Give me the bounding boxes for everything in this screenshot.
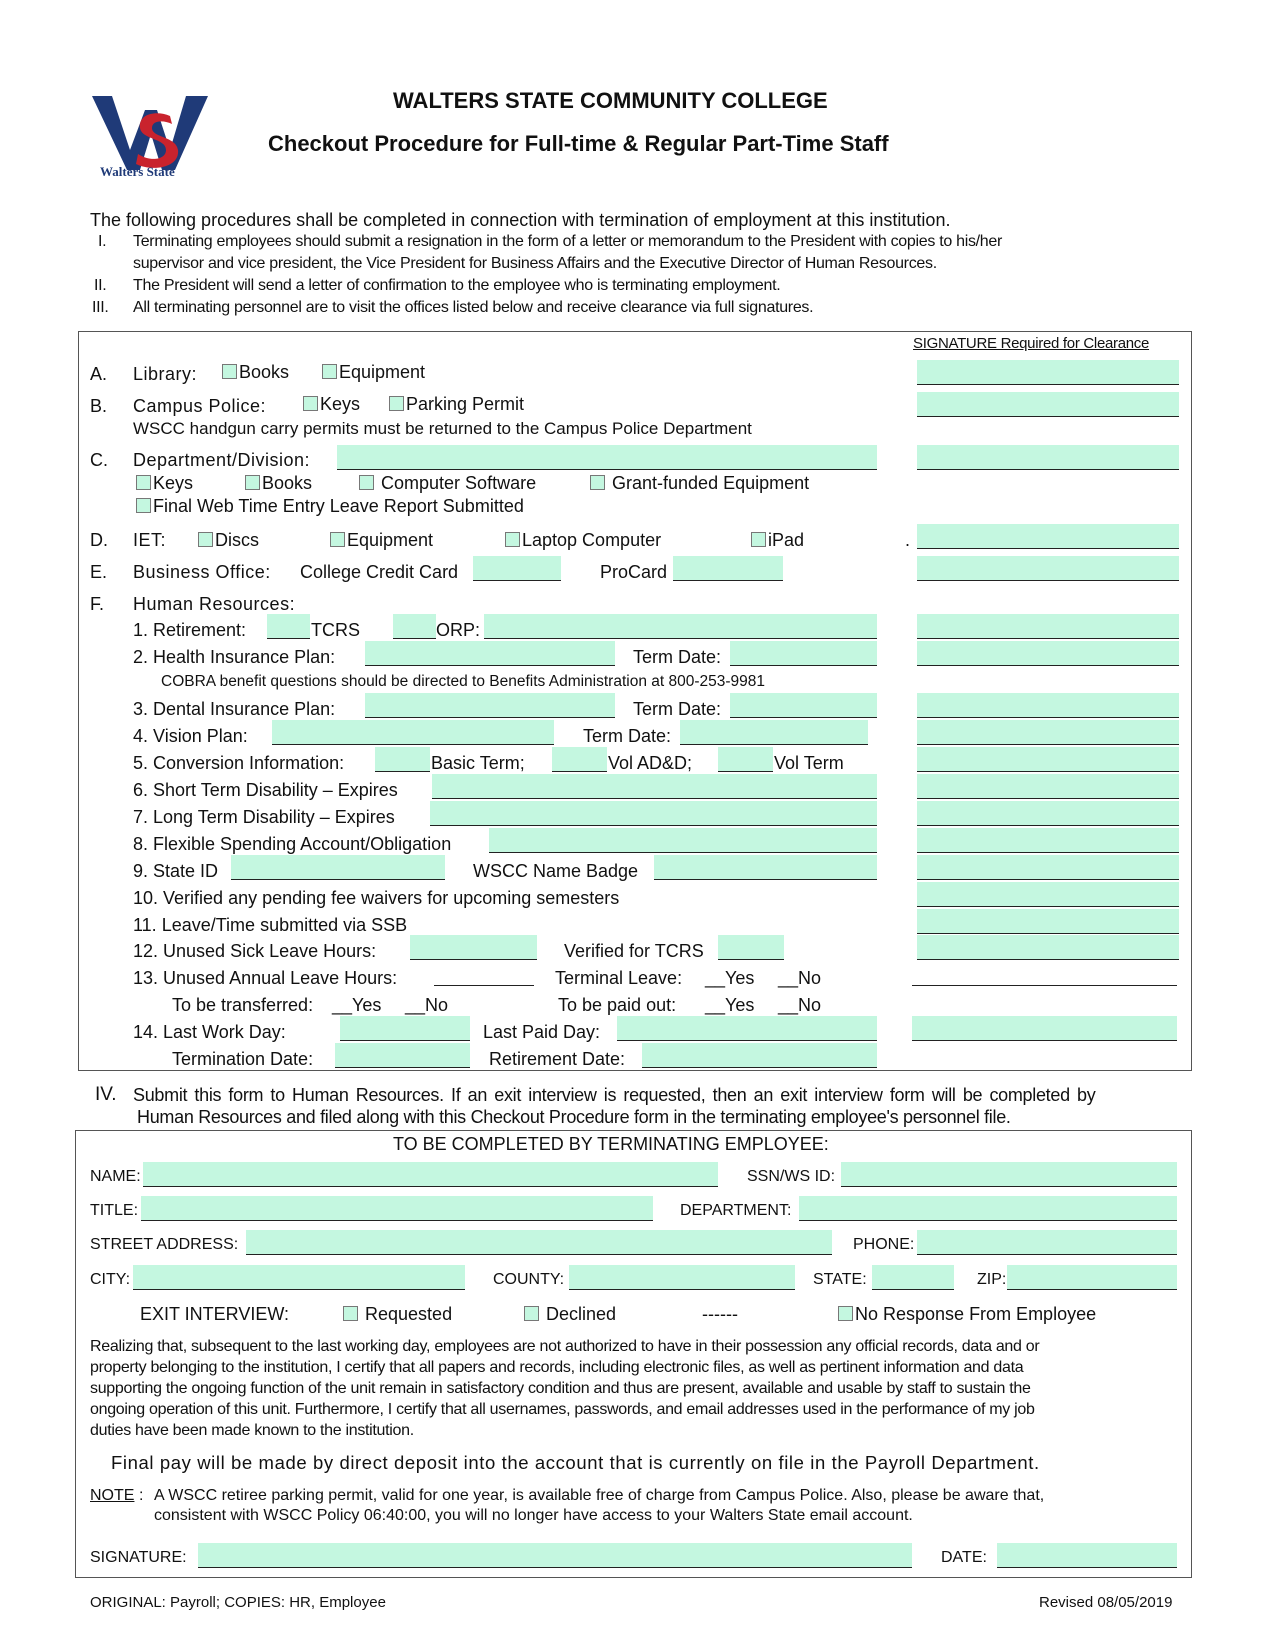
- health-plan-field[interactable]: [365, 641, 615, 666]
- dept-software-option[interactable]: [359, 473, 536, 494]
- option-label: Laptop Computer: [522, 530, 662, 550]
- paid-out-no[interactable]: [778, 995, 821, 1016]
- library-books-option[interactable]: [222, 362, 289, 383]
- logo-caption: Walters State: [100, 164, 175, 179]
- sick-leave-field[interactable]: [410, 935, 537, 960]
- vision-term-field[interactable]: [680, 720, 868, 745]
- row-A-letter: A.: [90, 364, 108, 384]
- exit-no-response-option[interactable]: [838, 1304, 1096, 1325]
- option-label: Final Web Time Entry Leave Report Submitted: [153, 496, 524, 516]
- state-id-field[interactable]: [231, 855, 445, 880]
- signature-conversion[interactable]: [917, 747, 1179, 772]
- option-label: Books: [239, 362, 290, 382]
- transferred-no[interactable]: [405, 995, 448, 1016]
- option-label: Computer Software: [381, 473, 537, 493]
- checkbox[interactable]: [524, 1306, 539, 1321]
- orp-label: ORP:: [436, 620, 481, 640]
- checkbox[interactable]: [359, 475, 374, 490]
- county-field[interactable]: [569, 1265, 795, 1290]
- row-C-label: Department/Division:: [133, 450, 311, 470]
- final-pay-note: Final pay will be made by direct deposit into the account that is currently on file in the Payroll Department.: [111, 1452, 1040, 1473]
- title-label: TITLE:: [90, 1202, 139, 1219]
- signature-sick-leave[interactable]: [917, 935, 1179, 960]
- signature-police[interactable]: [917, 392, 1179, 417]
- employee-heading: TO BE COMPLETED BY TERMINATING EMPLOYEE:: [393, 1134, 829, 1154]
- procard-label: ProCard: [600, 562, 668, 582]
- employee-date-field[interactable]: [997, 1543, 1177, 1568]
- no-label: No: [425, 995, 449, 1015]
- note-line-2: consistent with WSCC Policy 06:40:00, you will no longer have access to your Walters State email account.: [154, 1507, 913, 1524]
- police-parking-option[interactable]: [389, 394, 524, 415]
- exit-declined-option[interactable]: [524, 1304, 616, 1325]
- signature-dental[interactable]: [917, 693, 1179, 718]
- signature-id[interactable]: [917, 855, 1179, 880]
- credit-card-field[interactable]: [473, 556, 561, 581]
- orp-field[interactable]: [484, 614, 877, 639]
- signature-last-day[interactable]: [912, 1016, 1177, 1041]
- option-label: iPad: [768, 530, 805, 550]
- name-field[interactable]: [143, 1162, 718, 1187]
- row-B-label: Campus Police:: [133, 396, 267, 416]
- tcrs-label: TCRS: [311, 620, 360, 640]
- ssn-field[interactable]: [841, 1162, 1177, 1187]
- vol-add-label: Vol AD&D;: [608, 753, 693, 773]
- transferred-yes[interactable]: [332, 995, 381, 1016]
- dept-keys-option[interactable]: [136, 473, 193, 494]
- yes-label: Yes: [725, 995, 755, 1015]
- dental-term-label: Term Date:: [633, 699, 722, 719]
- date-label: DATE:: [941, 1549, 987, 1566]
- checkbox[interactable]: [136, 475, 151, 490]
- signature-std[interactable]: [917, 774, 1179, 799]
- item-I-num: I.: [98, 233, 107, 250]
- blank: __: [332, 995, 353, 1015]
- iet-discs-option[interactable]: [198, 530, 259, 551]
- last-paid-day-field[interactable]: [617, 1016, 877, 1041]
- no-label: No: [798, 995, 822, 1015]
- note-line-1: A WSCC retiree parking permit, valid for one year, is available free of charge from Campus Police. Also, please be aware that,: [154, 1487, 1045, 1504]
- std-label: 6. Short Term Disability – Expires: [133, 780, 398, 800]
- dept-books-option[interactable]: [245, 473, 312, 494]
- basic-term-label: Basic Term;: [431, 753, 525, 773]
- option-label: Grant-funded Equipment: [612, 473, 810, 493]
- department-field[interactable]: [799, 1196, 1177, 1221]
- note-label: NOTE: [90, 1487, 135, 1504]
- signature-business[interactable]: [917, 556, 1179, 581]
- form-title: Checkout Procedure for Full-time & Regular Part-Time Staff: [268, 131, 889, 156]
- dental-label: 3. Dental Insurance Plan:: [133, 699, 336, 719]
- iet-laptop-option[interactable]: [505, 530, 661, 551]
- option-label: Requested: [365, 1304, 453, 1324]
- checkbox[interactable]: [505, 532, 520, 547]
- checkbox[interactable]: [136, 498, 151, 513]
- verified-tcrs-label: Verified for TCRS: [564, 941, 704, 961]
- row-C-letter: C.: [90, 450, 108, 470]
- dental-plan-field[interactable]: [365, 693, 615, 718]
- option-label: Parking Permit: [406, 394, 525, 414]
- option-label: Books: [262, 473, 313, 493]
- option-label: Equipment: [347, 530, 434, 550]
- option-label: Keys: [320, 394, 361, 414]
- zip-field[interactable]: [1007, 1265, 1177, 1290]
- signature-ltd[interactable]: [917, 801, 1179, 826]
- cobra-note: COBRA benefit questions should be directed to Benefits Administration at 800-253-9981: [161, 673, 766, 690]
- item-I-line1: Terminating employees should submit a resignation in the form of a letter or memorandum to the President with copies to his/her: [133, 233, 1003, 250]
- fsa-field[interactable]: [489, 828, 877, 853]
- orp-check-field[interactable]: [393, 614, 436, 639]
- row-A-label: Library:: [133, 364, 198, 384]
- item-IV-num: IV.: [95, 1084, 117, 1105]
- signature-fsa[interactable]: [917, 828, 1179, 853]
- dept-grant-option[interactable]: [590, 473, 809, 494]
- iet-dot: .: [905, 530, 911, 550]
- transferred-label: To be transferred:: [172, 995, 314, 1015]
- terminal-leave-label: Terminal Leave:: [555, 968, 683, 988]
- row-F-label: Human Resources:: [133, 594, 296, 614]
- department-label: DEPARTMENT:: [680, 1202, 792, 1219]
- annual-leave-field[interactable]: [434, 964, 534, 986]
- cert-line-5: duties have been made known to the institution.: [90, 1422, 414, 1439]
- ltd-label: 7. Long Term Disability – Expires: [133, 807, 395, 827]
- last-work-day-field[interactable]: [340, 1016, 470, 1041]
- credit-card-label: College Credit Card: [300, 562, 459, 582]
- row-B-letter: B.: [90, 396, 108, 416]
- city-label: CITY:: [90, 1271, 131, 1288]
- signature-vision[interactable]: [917, 720, 1179, 745]
- state-field[interactable]: [872, 1265, 954, 1290]
- checkbox[interactable]: [245, 475, 260, 490]
- phone-label: PHONE:: [853, 1236, 915, 1253]
- checkbox[interactable]: [389, 396, 404, 411]
- checkbox[interactable]: [303, 396, 318, 411]
- signature-iet[interactable]: [917, 524, 1179, 549]
- signature-retirement[interactable]: [917, 614, 1179, 639]
- termination-date-field[interactable]: [335, 1043, 470, 1068]
- checkbox[interactable]: [590, 475, 605, 490]
- leave-ssb-label: 11. Leave/Time submitted via SSB: [133, 915, 408, 935]
- verified-tcrs-field[interactable]: [718, 935, 784, 960]
- city-field[interactable]: [133, 1265, 465, 1290]
- college-title: WALTERS STATE COMMUNITY COLLEGE: [393, 88, 828, 113]
- no-label: No: [798, 968, 822, 988]
- cert-line-1: Realizing that, subsequent to the last working day, employees are not authorized to have in their possession any official records, data and or: [90, 1338, 1040, 1355]
- row-E-letter: E.: [90, 562, 108, 582]
- employee-signature-field[interactable]: [198, 1543, 912, 1568]
- vision-term-label: Term Date:: [583, 726, 672, 746]
- retirement-date-field[interactable]: [642, 1043, 877, 1068]
- yes-label: Yes: [352, 995, 382, 1015]
- checkbox[interactable]: [198, 532, 213, 547]
- street-field[interactable]: [246, 1230, 832, 1255]
- retirement-label: 1. Retirement:: [133, 620, 247, 640]
- paid-out-yes[interactable]: [705, 995, 754, 1016]
- state-label: STATE:: [813, 1271, 867, 1288]
- ws-logo-mark: [90, 92, 215, 172]
- item-IV-line1: Submit this form to Human Resources. If an exit interview is requested, then an exit interview form will be completed by: [133, 1085, 1096, 1105]
- option-label: Keys: [153, 473, 194, 493]
- procard-field[interactable]: [673, 556, 783, 581]
- vision-plan-field[interactable]: [272, 720, 554, 745]
- college-logo: [90, 92, 215, 192]
- department-division-field[interactable]: [337, 445, 877, 470]
- item-II-num: II.: [94, 277, 107, 294]
- exit-requested-option[interactable]: [343, 1304, 452, 1325]
- item-III-num: III.: [92, 299, 109, 316]
- cert-line-2: property belonging to the institution, I certify that all papers and records, including electronic files, as well as pertinent information and data: [90, 1359, 1024, 1376]
- vol-add-field[interactable]: [552, 747, 607, 772]
- library-equipment-option[interactable]: [322, 362, 425, 383]
- name-badge-field[interactable]: [654, 855, 877, 880]
- fsa-label: 8. Flexible Spending Account/Obligation: [133, 834, 452, 854]
- blank: __: [405, 995, 426, 1015]
- item-II-line1: The President will send a letter of confirmation to the employee who is terminating employment.: [133, 277, 781, 294]
- phone-field[interactable]: [917, 1230, 1177, 1255]
- row-D-letter: D.: [90, 530, 108, 550]
- exit-dashes: ------: [702, 1304, 738, 1324]
- vol-term-field[interactable]: [718, 747, 773, 772]
- signature-header: SIGNATURE Required for Clearance: [913, 335, 1150, 352]
- police-keys-option[interactable]: [303, 394, 360, 415]
- signature-leave-ssb[interactable]: [917, 909, 1179, 934]
- checkbox[interactable]: [751, 532, 766, 547]
- handgun-note: WSCC handgun carry permits must be returned to the Campus Police Department: [133, 419, 752, 438]
- iet-equipment-option[interactable]: [330, 530, 433, 551]
- option-label: Equipment: [339, 362, 426, 382]
- item-III-line1: All terminating personnel are to visit the offices listed below and receive clearance via full signatures.: [133, 299, 814, 316]
- blank: __: [778, 995, 799, 1015]
- street-label: STREET ADDRESS:: [90, 1236, 239, 1253]
- footer-revised: Revised 08/05/2019: [1039, 1594, 1173, 1611]
- health-term-field[interactable]: [730, 641, 877, 666]
- note-colon: :: [139, 1487, 144, 1504]
- fee-waiver-label: 10. Verified any pending fee waivers for upcoming semesters: [133, 888, 620, 908]
- retirement-date-label: Retirement Date:: [489, 1049, 626, 1069]
- vol-term-label: Vol Term: [774, 753, 844, 773]
- blank: __: [705, 968, 726, 988]
- item-IV-line2: Human Resources and filed along with this Checkout Procedure form in the terminating employee's personnel file.: [137, 1107, 1011, 1127]
- paid-out-label: To be paid out:: [558, 995, 677, 1015]
- cert-line-4: ongoing operation of this unit. Furthermore, I certify that all usernames, passwords, and email addresses used in the performance of my job: [90, 1401, 1035, 1418]
- iet-ipad-option[interactable]: [751, 530, 804, 551]
- row-D-label: IET:: [133, 530, 167, 550]
- footer-distribution: ORIGINAL: Payroll; COPIES: HR, Employee: [90, 1594, 386, 1611]
- std-field[interactable]: [432, 774, 877, 799]
- ltd-field[interactable]: [430, 801, 877, 826]
- vision-label: 4. Vision Plan:: [133, 726, 248, 746]
- signature-fee-waiver[interactable]: [917, 882, 1179, 907]
- checkbox[interactable]: [322, 364, 337, 379]
- last-work-day-label: 14. Last Work Day:: [133, 1022, 286, 1042]
- dept-leave-report-option[interactable]: [136, 496, 524, 517]
- health-label: 2. Health Insurance Plan:: [133, 647, 336, 667]
- name-label: NAME:: [90, 1168, 141, 1185]
- name-badge-label: WSCC Name Badge: [473, 861, 639, 881]
- terminal-no[interactable]: [778, 968, 821, 989]
- row-F-letter: F.: [90, 594, 105, 614]
- ssn-label: SSN/WS ID:: [747, 1168, 836, 1185]
- checkbox[interactable]: [343, 1306, 358, 1321]
- yes-label: Yes: [725, 968, 755, 988]
- blank: __: [705, 995, 726, 1015]
- checkbox[interactable]: [330, 532, 345, 547]
- health-term-label: Term Date:: [633, 647, 722, 667]
- blank: __: [778, 968, 799, 988]
- termination-date-label: Termination Date:: [172, 1049, 314, 1069]
- option-label: Declined: [546, 1304, 617, 1324]
- signature-library[interactable]: [917, 360, 1179, 385]
- exit-interview-label: EXIT INTERVIEW:: [140, 1304, 290, 1324]
- signature-label: SIGNATURE:: [90, 1549, 187, 1566]
- annual-leave-label: 13. Unused Annual Leave Hours:: [133, 968, 398, 988]
- signature-health[interactable]: [917, 641, 1179, 666]
- terminal-yes[interactable]: [705, 968, 754, 989]
- zip-label: ZIP:: [977, 1271, 1007, 1288]
- last-paid-day-label: Last Paid Day:: [483, 1022, 601, 1042]
- sick-leave-label: 12. Unused Sick Leave Hours:: [133, 941, 377, 961]
- conversion-label: 5. Conversion Information:: [133, 753, 345, 773]
- signature-department[interactable]: [917, 445, 1179, 470]
- item-I-line2: supervisor and vice president, the Vice President for Business Affairs and the Executive Director of Human Resources.: [133, 255, 937, 272]
- option-label: No Response From Employee: [855, 1304, 1097, 1324]
- row-E-label: Business Office:: [133, 562, 271, 582]
- title-field[interactable]: [141, 1196, 653, 1221]
- tcrs-field[interactable]: [267, 614, 310, 639]
- dental-term-field[interactable]: [730, 693, 877, 718]
- signature-annual-leave[interactable]: [912, 964, 1177, 986]
- state-id-label: 9. State ID: [133, 861, 219, 881]
- cert-line-3: supporting the ongoing function of the unit remain in satisfactory condition and thus are present, available and usable by staff to sustain the: [90, 1380, 1031, 1397]
- checkbox[interactable]: [838, 1306, 853, 1321]
- basic-term-field[interactable]: [375, 747, 430, 772]
- option-label: Discs: [215, 530, 259, 550]
- intro-text: The following procedures shall be completed in connection with termination of employment at this institution.: [90, 210, 951, 230]
- checkbox[interactable]: [222, 364, 237, 379]
- county-label: COUNTY:: [493, 1271, 565, 1288]
